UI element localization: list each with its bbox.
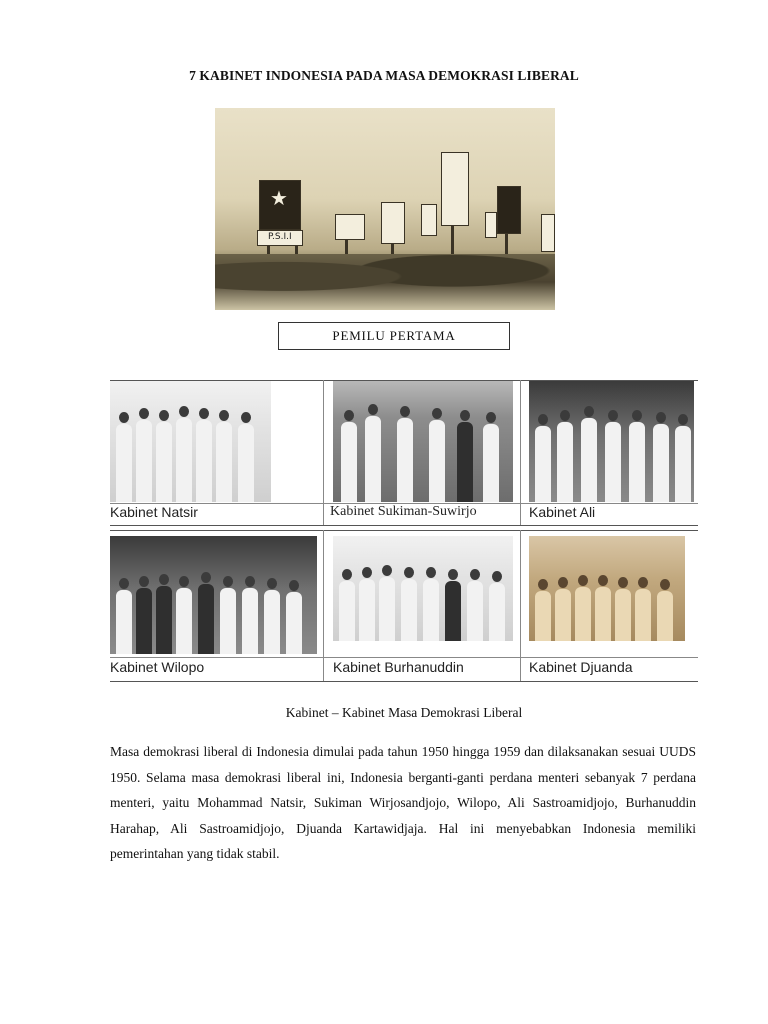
- cabinet-natsir-photo: [110, 381, 271, 502]
- cabinet-ali-photo: [529, 381, 694, 502]
- cabinet-sukiman-photo: [333, 381, 513, 502]
- cabinet-djuanda-photo: [529, 536, 685, 641]
- grid-row-separator: [110, 525, 698, 526]
- sign-text: P.S.I.I: [268, 232, 292, 242]
- cabinet-djuanda-label: Kabinet Djuanda: [529, 659, 633, 675]
- cabinet-wilopo-photo: [110, 536, 317, 654]
- document-title: 7 KABINET INDONESIA PADA MASA DEMOKRASI LIBERAL: [189, 68, 579, 83]
- body-paragraph: Masa demokrasi liberal di Indonesia dimulai pada tahun 1950 hingga 1959 dan dilaksanakan sesuai UUDS 1950. Selama masa demokrasi liberal ini, Indonesia berganti-ganti perdana menteri sebanyak 7 perdana menteri, yaitu Mohammad Natsir, Sukiman Wirjosandjojo, Wilopo, Ali Sastroamidjojo, Burhanuddin Harahap, Ali Sastroamidjojo, Djuanda Kartawidjaja. Hal ini menyebabkan Indonesia memiliki pemerintahan yang tidak stabil.: [110, 744, 696, 861]
- figure-caption: Kabinet – Kabinet Masa Demokrasi Liberal: [285, 705, 523, 720]
- cabinet-burhanuddin-label: Kabinet Burhanuddin: [333, 659, 464, 675]
- party-sign: [259, 180, 301, 230]
- cabinet-ali-label: Kabinet Ali: [529, 504, 596, 520]
- photo-caption: PEMILU PERTAMA: [278, 322, 510, 350]
- cabinet-wilopo-label: Kabinet Wilopo: [110, 659, 205, 675]
- grid-bottom-border: [110, 681, 698, 682]
- cabinet-natsir-label: Kabinet Natsir: [110, 504, 198, 520]
- cabinet-sukiman-label: Kabinet Sukiman-Suwirjo: [330, 504, 477, 519]
- star-icon: ★: [270, 188, 288, 210]
- cabinet-burhanuddin-photo: [333, 536, 513, 641]
- first-election-photo: [215, 108, 555, 310]
